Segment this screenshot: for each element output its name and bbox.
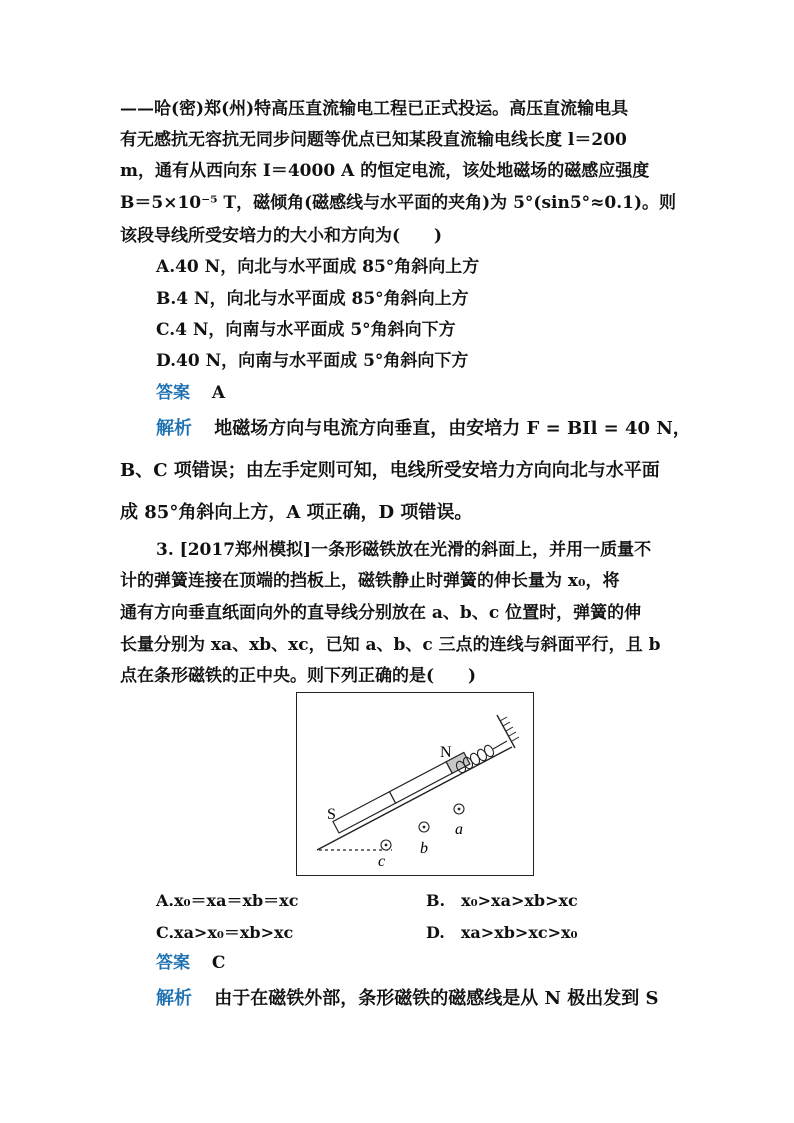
analysis-label: 解析 bbox=[156, 988, 192, 1009]
answer-label: 答案 bbox=[156, 383, 190, 403]
bar-magnet bbox=[333, 752, 470, 833]
label-s: S bbox=[327, 806, 336, 823]
q2-line-3: m，通有从西向东 I＝4000 A 的恒定电流，该处地磁场的磁感应强度 bbox=[120, 161, 650, 181]
q2-analysis-row bbox=[156, 418, 691, 440]
q2-analysis-line-2: B、C 项错误；由左手定则可知，电线所受安培力方向向北与水平面 bbox=[120, 460, 660, 481]
analysis-line-1: 地磁场方向与电流方向垂直，由安培力 F = BIl = 40 N， bbox=[214, 418, 691, 439]
q2-option-b: B.4 N，向北与水平面成 85°角斜向上方 bbox=[156, 289, 469, 309]
wire-c bbox=[378, 840, 391, 870]
q3-line-3: 通有方向垂直纸面向外的直导线分别放在 a、b、c 位置时，弹簧的伸 bbox=[120, 603, 642, 623]
q3-option-a: A.x₀＝xa＝xb＝xc bbox=[156, 891, 299, 910]
q3-option-c: C.xa>x₀＝xb>xc bbox=[156, 923, 294, 942]
q3-answer-row bbox=[156, 952, 225, 974]
wire-b bbox=[419, 822, 429, 857]
q2-option-a: A.40 N，向北与水平面成 85°角斜向上方 bbox=[156, 257, 480, 277]
answer-value: C bbox=[211, 953, 226, 973]
q2-line-2: 有无感抗无容抗无同步问题等优点已知某段直流输电线长度 l＝200 bbox=[120, 130, 627, 150]
q2-option-d: D.40 N，向南与水平面成 5°角斜向下方 bbox=[156, 351, 469, 371]
figure-svg bbox=[297, 693, 533, 875]
end-wall bbox=[497, 715, 515, 748]
label-b: b bbox=[420, 840, 428, 857]
label-c: c bbox=[378, 853, 386, 870]
answer-value: A bbox=[211, 383, 226, 403]
analysis-label: 解析 bbox=[156, 418, 192, 439]
answer-label: 答案 bbox=[156, 953, 190, 973]
q2-answer-row bbox=[156, 382, 225, 404]
q2-analysis-line-3: 成 85°角斜向上方，A 项正确，D 项错误。 bbox=[120, 502, 473, 523]
label-a: a bbox=[455, 821, 463, 838]
q3-analysis-row bbox=[156, 988, 659, 1010]
magnet-incline-figure bbox=[296, 692, 534, 876]
q3-line-1: 3. [2017郑州模拟]一条形磁铁放在光滑的斜面上，并用一质量不 bbox=[156, 540, 652, 560]
wire-a bbox=[454, 804, 464, 838]
magnet-middle bbox=[390, 762, 453, 803]
q3-line-4: 长量分别为 xa、xb、xc，已知 a、b、c 三点的连线与斜面平行，且 b bbox=[120, 635, 661, 655]
incline-line bbox=[317, 747, 512, 850]
q3-option-d: D. xa>xb>xc>x₀ bbox=[426, 923, 578, 942]
q2-line-1: ——哈(密)郑(州)特高压直流输电工程已正式投运。高压直流输电具 bbox=[120, 99, 629, 119]
analysis-line-1: 由于在磁铁外部，条形磁铁的磁感线是从 N 极出发到 S bbox=[214, 988, 659, 1009]
magnet-s-half bbox=[333, 792, 396, 833]
q3-option-b: B. x₀>xa>xb>xc bbox=[426, 891, 578, 910]
q2-line-4: B＝5×10⁻⁵ T，磁倾角(磁感线与水平面的夹角)为 5°(sin5°≈0.1)。则 bbox=[120, 193, 677, 213]
q2-line-5: 该段导线所受安培力的大小和方向为( ) bbox=[120, 226, 443, 246]
q2-option-c: C.4 N，向南与水平面成 5°角斜向下方 bbox=[156, 320, 456, 340]
label-n: N bbox=[440, 744, 452, 761]
q3-line-5: 点在条形磁铁的正中央。则下列正确的是( ) bbox=[120, 666, 477, 686]
q3-line-2: 计的弹簧连接在顶端的挡板上，磁铁静止时弹簧的伸长量为 x₀，将 bbox=[120, 571, 620, 591]
